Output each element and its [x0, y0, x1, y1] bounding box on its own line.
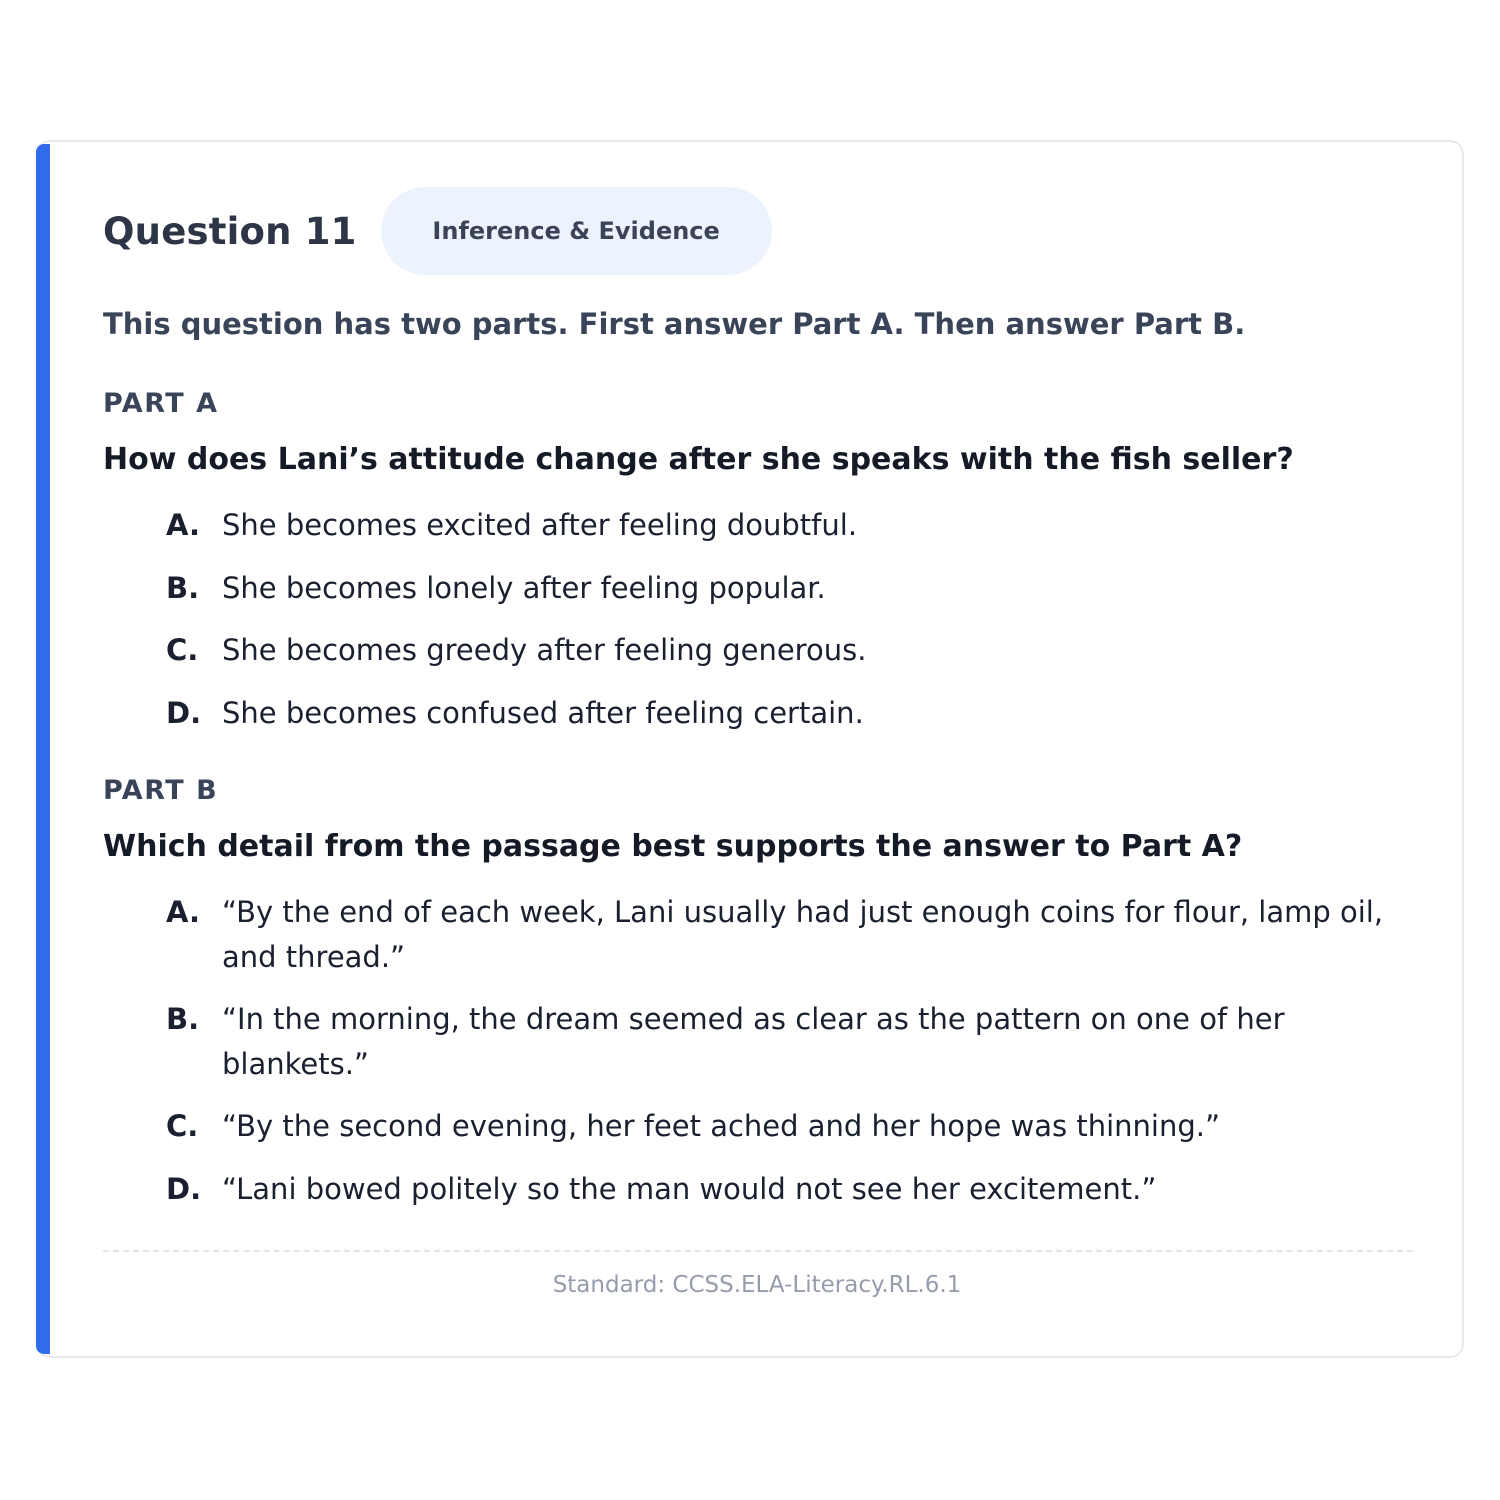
- option-letter: B.: [166, 570, 200, 605]
- part-b-label: PART B: [103, 775, 219, 806]
- skill-badge: Inference & Evidence: [381, 187, 772, 275]
- part-a-options: [166, 503, 1416, 753]
- part-b-option-a[interactable]: [166, 890, 1416, 997]
- part-a-option-a[interactable]: [166, 503, 1416, 566]
- part-b-option-b[interactable]: [166, 997, 1416, 1104]
- option-text: “By the second evening, her feet ached and her hope was thinning.”: [222, 1109, 1220, 1143]
- part-a-option-c[interactable]: [166, 628, 1416, 691]
- option-letter: C.: [166, 1109, 199, 1143]
- option-text: “Lani bowed politely so the man would not see her excitement.”: [222, 1171, 1157, 1206]
- part-a-option-b[interactable]: [166, 566, 1416, 629]
- option-text: She becomes greedy after feeling generous.: [222, 633, 867, 667]
- part-a-prompt: How does Lani’s attitude change after she speaks with the fish seller?: [103, 442, 1294, 477]
- option-letter: A.: [166, 895, 200, 929]
- question-header: [103, 187, 772, 275]
- option-letter: B.: [166, 1002, 200, 1036]
- option-letter: A.: [166, 508, 200, 542]
- option-letter: D.: [166, 695, 202, 730]
- part-b-option-c[interactable]: [166, 1104, 1416, 1167]
- option-letter: D.: [166, 1171, 202, 1206]
- part-a-label: PART A: [103, 388, 219, 419]
- part-a-option-d[interactable]: [166, 691, 1416, 754]
- part-b-prompt: Which detail from the passage best supports the answer to Part A?: [103, 829, 1243, 864]
- option-letter: C.: [166, 633, 199, 667]
- option-text: “In the morning, the dream seemed as clear as the pattern on one of her blankets.”: [222, 1002, 1285, 1081]
- part-b-option-d[interactable]: [166, 1167, 1416, 1230]
- option-text: She becomes excited after feeling doubtful.: [222, 508, 858, 542]
- accent-bar: [36, 144, 50, 1354]
- option-text: She becomes lonely after feeling popular.: [222, 570, 826, 605]
- option-text: “By the end of each week, Lani usually had just enough coins for flour, lamp oil, and thread.”: [222, 895, 1384, 974]
- option-text: She becomes confused after feeling certain.: [222, 695, 864, 730]
- part-b-options: [166, 890, 1416, 1229]
- question-instructions: This question has two parts. First answer Part A. Then answer Part B.: [103, 307, 1246, 341]
- standard-label: Standard: CCSS.ELA-Literacy.RL.6.1: [552, 1272, 962, 1298]
- footer-divider: [103, 1250, 1413, 1252]
- question-title: Question 11: [103, 209, 357, 253]
